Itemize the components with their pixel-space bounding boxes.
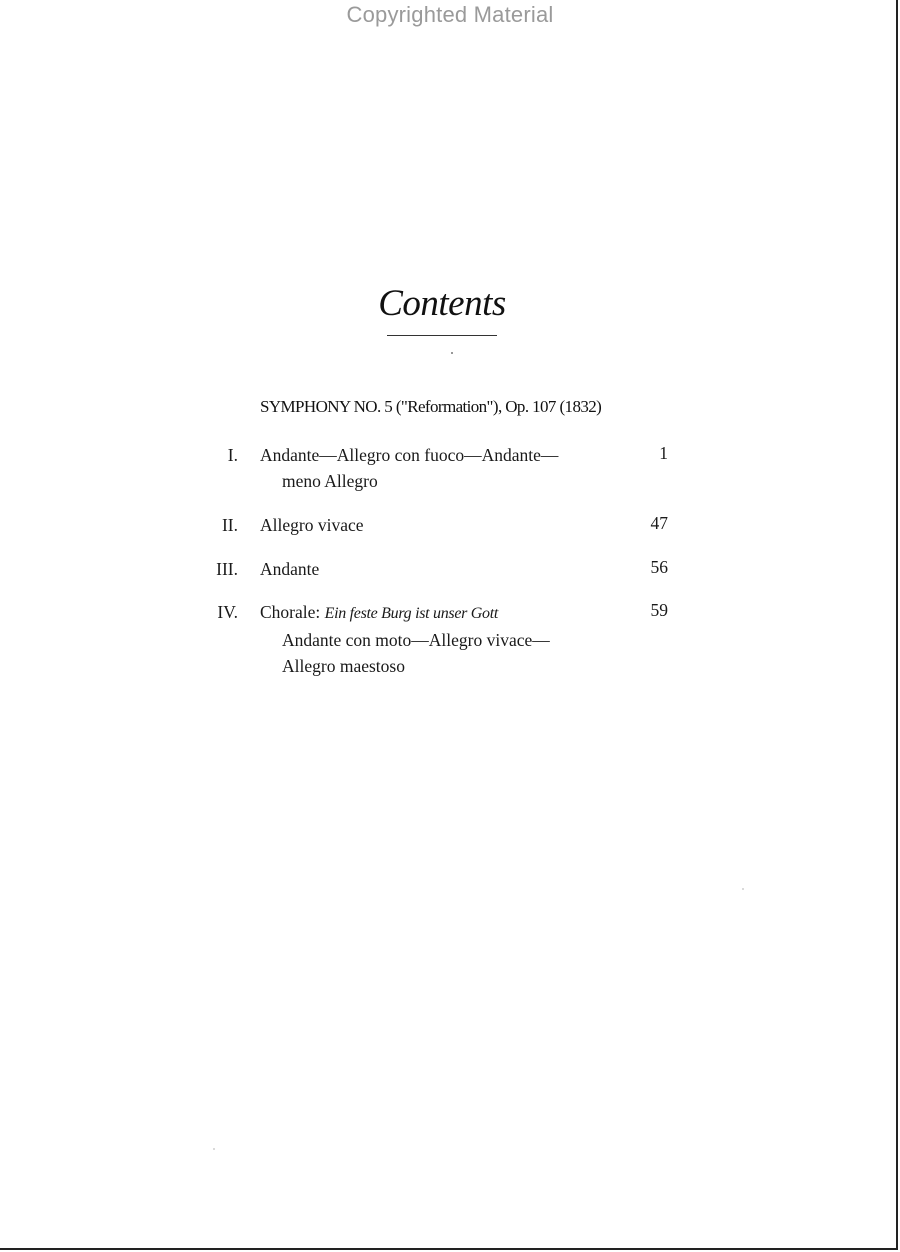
page-title: Contents <box>378 283 506 324</box>
chorale-line <box>260 599 620 627</box>
movement-title-line: meno Allegro <box>282 471 378 491</box>
movement-title-line: Allegro vivace <box>260 515 364 535</box>
page-number: 56 <box>650 557 668 577</box>
movement-title <box>260 442 620 494</box>
movement-title <box>260 556 620 582</box>
chorale-label: Chorale: <box>260 602 321 622</box>
page-number: 47 <box>650 513 668 533</box>
scan-speck <box>742 888 744 890</box>
movement-numeral: II. <box>221 515 238 535</box>
work-heading: SYMPHONY NO. 5 ("Reformation"), Op. 107 (1832) <box>260 397 602 416</box>
movement-numeral: IV. <box>217 602 238 622</box>
chorale-title: Ein feste Burg ist unser Gott <box>324 605 499 622</box>
movement-title <box>260 512 620 538</box>
page-number: 59 <box>650 600 668 620</box>
movement-title-line: Andante con moto—Allegro vivace— <box>282 630 550 650</box>
movement-title-line: Andante <box>260 559 320 579</box>
movement-title-line: Andante—Allegro con fuoco—Andante— <box>260 445 559 465</box>
title-underline <box>387 335 497 336</box>
movement-title <box>260 599 620 679</box>
movement-numeral: III. <box>216 559 238 579</box>
movement-numeral: I. <box>227 445 238 465</box>
movement-title-line: Allegro maestoso <box>282 656 405 676</box>
page-number: 1 <box>659 443 668 463</box>
copyright-watermark: Copyrighted Material <box>346 2 554 27</box>
title-ornament <box>451 352 453 354</box>
scan-speck <box>213 1148 215 1150</box>
